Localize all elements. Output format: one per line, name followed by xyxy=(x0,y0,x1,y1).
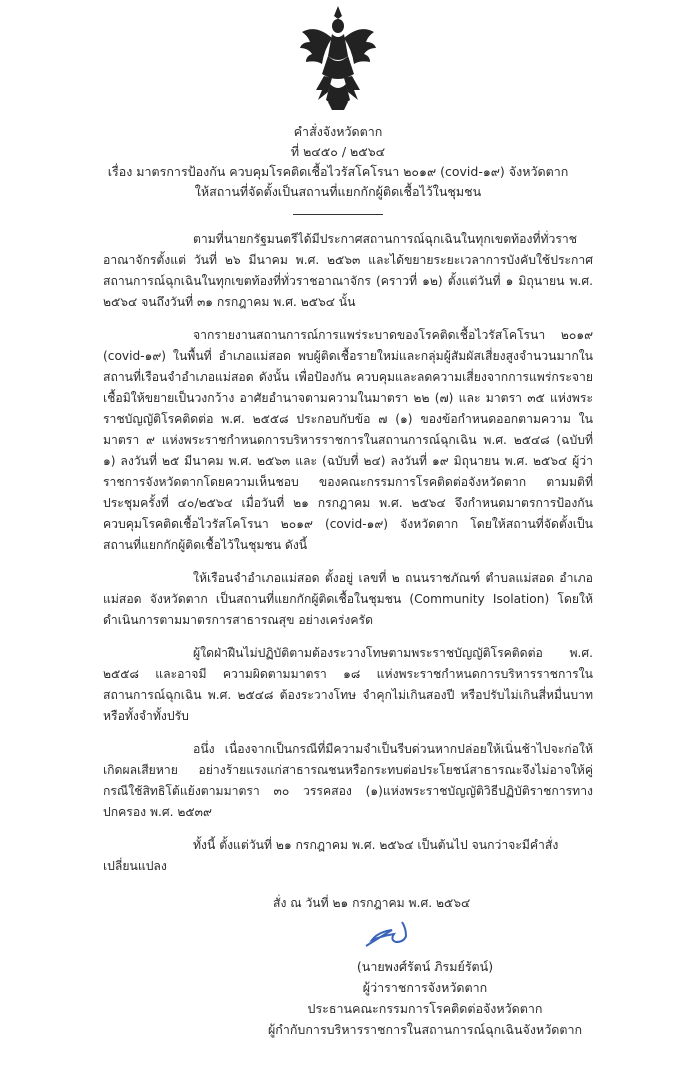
order-number: ที่ ๒๔๕๐ / ๒๕๖๔ xyxy=(290,144,386,159)
order-title: คำสั่งจังหวัดตาก xyxy=(293,124,383,139)
signatory-position-governor: ผู้ว่าราชการจังหวัดตาก xyxy=(362,980,488,995)
effective-date: ทั้งนี้ ตั้งแต่วันที่ ๒๑ กรกฎาคม พ.ศ. ๒๕๖๔ เป็นต้นไป จนกว่าจะมีคำสั่งเปลี่ยนแปลง xyxy=(103,838,559,873)
signatory-name: (นายพงศ์รัตน์ ภิรมย์รัตน์) xyxy=(356,959,494,974)
signature xyxy=(362,920,422,950)
paragraph-urgency: อนึ่ง เนื่องจากเป็นกรณีที่มีความจำเป็นรีบด่วนหากปล่อยให้เนิ่นช้าไปจะก่อให้เกิดผลเสียหาย อย่างร้ายแรงแก่สาธารณชนหรือกระทบต่อประโยชน์สาธารณะจึงไม่อาจให้คู่กรณีใช้สิทธิโต้แย้งตามมาตรา ๓๐ วรรคสอง (๑)แห่งพระราชบัญญัติวิธีปฏิบัติราชการทางปกครอง พ.ศ. ๒๕๓๙ xyxy=(103,742,593,819)
divider xyxy=(293,214,383,215)
order-subject-line1: เรื่อง มาตรการป้องกัน ควบคุมโรคติดเชื้อไวรัสโคโรนา ๒๐๑๙ (covid-๑๙) จังหวัดตาก xyxy=(107,164,569,179)
order-subject-line2: ให้สถานที่จัดตั้งเป็นสถานที่แยกกักผู้ติดเชื้อไว้ในชุมชน xyxy=(194,184,482,199)
paragraph-isolation-site: ให้เรือนจำอำเภอแม่สอด ตั้งอยู่ เลขที่ ๒ ถนนราชภัณฑ์ ตำบลแม่สอด อำเภอแม่สอด จังหวัดตาก เป็นสถานที่แยกกักผู้ติดเชื้อในชุมชน (Community Isolation) โดยให้ดำเนินการตามมาตรการสาธารณสุข อย่างเคร่งครัด xyxy=(103,571,593,627)
paragraph-situation-report: จากรายงานสถานการณ์การแพร่ระบาดของโรคติดเชื้อไวรัสโคโรนา ๒๐๑๙ (covid-๑๙) ในพื้นที่ อำเภอแม่สอด พบผู้ติดเชื้อรายใหม่และกลุ่มผู้สัมผัสเสี่ยงสูงจำนวนมากในสถานที่เรือนจำอำเภอแม่สอด ดังนั้น เพื่อป้องกัน ควบคุมและลดความเสี่ยงจากการแพร่กระจายเชื้อมิให้ขยายเป็นวงกว้าง อาศัยอำนาจตามความในมาตรา ๒๒ (๗) และ มาตรา ๓๕ แห่งพระราชบัญญัติโรคติดต่อ พ.ศ. ๒๕๕๘ ประกอบกับข้อ ๗ (๑) ของข้อกำหนดออกตามความ ในมาตรา ๙ แห่งพระราชกำหนดการบริหารราชการในสถานการณ์ฉุกเฉิน พ.ศ. ๒๕๔๘ (ฉบับที่ ๑) ลงวันที่ ๒๕ มีนาคม พ.ศ. ๒๕๖๓ และ (ฉบับที่ ๒๔) ลงวันที่ ๑๙ มิถุนายน พ.ศ. ๒๕๖๔ ผู้ว่าราชการจังหวัดตากโดยความเห็นชอบ ของคณะกรรมการโรคติดต่อจังหวัดตาก ตามมติที่ประชุมครั้งที่ ๔๐/๒๕๖๔ เมื่อวันที่ ๒๑ กรกฎาคม พ.ศ. ๒๕๖๔ จึงกำหนดมาตรการป้องกันควบคุมโรคติดเชื้อไวรัสโคโรนา ๒๐๑๙ (covid-๑๙) จังหวัดตาก โดยให้สถานที่จัดตั้งเป็น สถานที่แยกกักผู้ติดเชื้อไว้ในชุมชน ดังนี้ xyxy=(103,328,593,552)
order-closing xyxy=(103,835,593,914)
paragraph-penalty: ผู้ใดฝ่าฝืนไม่ปฏิบัติตามต้องระวางโทษตามพระราชบัญญัติโรคติดต่อ พ.ศ. ๒๕๕๘ และอาจมี ความผิดตามมาตรา ๑๘ แห่งพระราชกำหนดการบริหารราชการในสถานการณ์ฉุกเฉิน พ.ศ. ๒๕๔๘ ต้องระวางโทษ จำคุกไม่เกินสองปี หรือปรับไม่เกินสี่หมื่นบาท หรือทั้งจำทั้งปรับ xyxy=(103,646,593,723)
order-header xyxy=(0,122,676,202)
signatory-position-committee-chair: ประธานคณะกรรมการโรคติดต่อจังหวัดตาก xyxy=(307,1001,543,1016)
order-body xyxy=(103,229,593,823)
paragraph-emergency-declaration: ตามที่นายกรัฐมนตรีได้มีประกาศสถานการณ์ฉุกเฉินในทุกเขตท้องที่ทั่วราชอาณาจักรตั้งแต่ วันที่ ๒๖ มีนาคม พ.ศ. ๒๕๖๓ และได้ขยายระยะเวลาการบังคับใช้ประกาศสถานการณ์ฉุกเฉินในทุกเขตท้องที่ทั่วราชอาณาจักร (คราวที่ ๑๒) ตั้งแต่วันที่ ๑ มิถุนายน พ.ศ. ๒๕๖๔ จนถึงวันที่ ๓๑ กรกฎาคม พ.ศ. ๒๕๖๔ นั้น xyxy=(103,232,593,309)
garuda-emblem-icon xyxy=(298,4,378,112)
signatory-position-emergency-director: ผู้กำกับการบริหารราชการในสถานการณ์ฉุกเฉินจังหวัดตาก xyxy=(267,1022,583,1037)
ordered-date: สั่ง ณ วันที่ ๒๑ กรกฎาคม พ.ศ. ๒๕๖๔ xyxy=(273,896,471,910)
